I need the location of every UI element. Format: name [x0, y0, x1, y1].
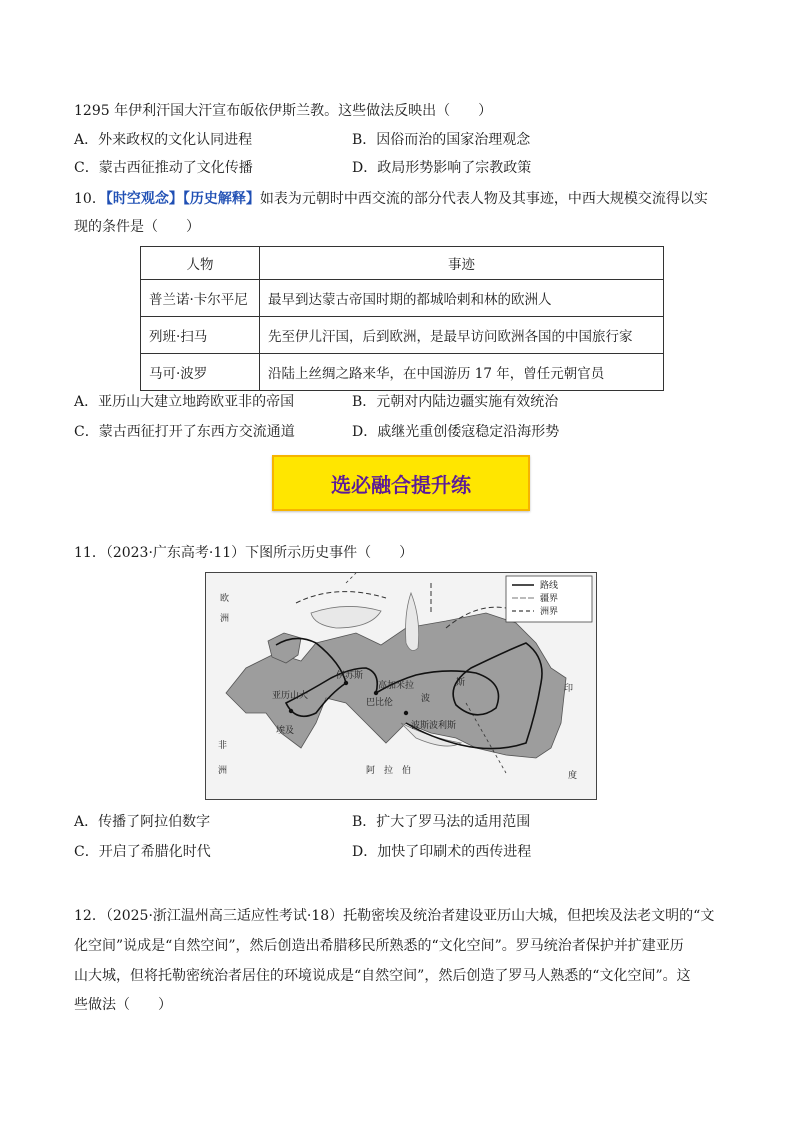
q12-stem-line2: 化空间”说成是“自然空间”，然后创造出希腊移民所熟悉的“文化空间”。罗马统治者保护并扩建亚历 — [74, 938, 684, 954]
table-header-person: 人物 — [141, 247, 260, 280]
map-label-alexandria: 亚历山大 — [272, 691, 309, 701]
q10-table — [140, 246, 664, 391]
q11-option-a[interactable]: A．传播了阿拉伯数字 — [74, 814, 211, 830]
map-label-persia-1: 波 — [421, 694, 431, 704]
table-cell-deeds: 最早到达蒙古帝国时期的都城哈剌和林的欧洲人 — [260, 280, 664, 317]
city-marker — [289, 709, 293, 713]
map-label-issus: 伊苏斯 — [336, 671, 364, 681]
q9-option-d[interactable]: D．政局形势影响了宗教政策 — [352, 160, 532, 176]
map-svg — [206, 573, 596, 799]
table-row — [141, 280, 664, 317]
table-cell-deeds: 先至伊儿汗国，后到欧洲，是最早访问欧洲各国的中国旅行家 — [260, 317, 664, 354]
legend-border-label: 疆界 — [540, 594, 559, 604]
q10-option-a[interactable]: A．亚历山大建立地跨欧亚非的帝国 — [74, 394, 295, 410]
map-label-babylon: 巴比伦 — [366, 698, 394, 708]
map-label-europe-1: 欧 — [220, 594, 230, 604]
table-row — [141, 354, 664, 391]
table-cell-person: 普兰诺·卡尔平尼 — [141, 280, 260, 317]
table-row — [141, 317, 664, 354]
map-label-persia-2: 斯 — [456, 678, 466, 688]
map-label-africa-2: 洲 — [218, 766, 228, 776]
black-sea — [311, 606, 381, 628]
q10-number: 10． — [74, 191, 106, 207]
caspian-sea — [406, 593, 419, 651]
table-cell-person: 马可·波罗 — [141, 354, 260, 391]
q9-option-a[interactable]: A．外来政权的文化认同进程 — [74, 132, 253, 148]
table-header-row — [141, 247, 664, 280]
map-label-india-2: 度 — [568, 771, 578, 781]
map-label-egypt: 埃及 — [276, 726, 295, 736]
section-banner — [272, 455, 530, 511]
q9-stem-tail: 1295 年伊利汗国大汗宣布皈依伊斯兰教。这些做法反映出（ ） — [74, 103, 493, 119]
table-cell-person: 列班·扫马 — [141, 317, 260, 354]
q9-option-c[interactable]: C．蒙古西征推动了文化传播 — [74, 160, 253, 176]
q12-stem-line1: 12．（2025·浙江温州高三适应性考试·18）托勒密埃及统治者建设亚历山大城，但把埃及法老文明的“文 — [74, 908, 715, 924]
map-label-persepolis: 波斯波利斯 — [411, 721, 457, 731]
map-label-africa-1: 非 — [218, 741, 228, 751]
q11-option-c[interactable]: C．开启了希腊化时代 — [74, 844, 211, 860]
table-header-deeds: 事迹 — [260, 247, 664, 280]
q10-stem-line1 — [74, 189, 708, 209]
table-cell-deeds: 沿陆上丝绸之路来华，在中国游历 17 年，曾任元朝官员 — [260, 354, 664, 391]
q12-stem-line4: 些做法（ ） — [74, 997, 172, 1013]
map-label-gaugamela: 高加米拉 — [378, 681, 415, 691]
q11-stem: 11．（2023·广东高考·11）下图所示历史事件（ ） — [74, 545, 414, 561]
q11-option-d[interactable]: D．加快了印刷术的西传进程 — [352, 844, 532, 860]
city-marker — [344, 681, 348, 685]
q10-option-d[interactable]: D．戚继光重创倭寇稳定沿海形势 — [352, 424, 560, 440]
map-label-india-1: 印 — [564, 684, 574, 694]
q10-option-c[interactable]: C．蒙古西征打开了东西方交流通道 — [74, 424, 295, 440]
q10-stem-line2: 现的条件是（ ） — [74, 219, 200, 235]
map-label-arabia: 阿 拉 伯 — [366, 766, 412, 776]
city-marker — [404, 711, 408, 715]
city-marker — [374, 691, 378, 695]
legend-route-label: 路线 — [540, 581, 559, 591]
q10-tag-time-space: 【时空观念】 — [105, 191, 183, 207]
q10-stem-text: 如表为元朝时中西交流的部分代表人物及其事迹，中西大规模交流得以实 — [259, 191, 708, 207]
section-banner-title: 选必融合提升练 — [331, 473, 471, 497]
legend-continent-label: 洲界 — [540, 607, 559, 617]
q11-option-b[interactable]: B．扩大了罗马法的适用范围 — [352, 814, 531, 830]
q10-option-b[interactable]: B．元朝对内陆边疆实施有效统治 — [352, 394, 559, 410]
q11-map — [205, 572, 597, 800]
map-label-europe-2: 洲 — [220, 614, 230, 624]
q12-stem-line3: 山大城，但将托勒密统治者居住的环境说成是“自然空间”，然后创造了罗马人熟悉的“文化空间”。这 — [74, 968, 691, 984]
q9-option-b[interactable]: B．因俗而治的国家治理观念 — [352, 132, 531, 148]
q10-tag-history: 【历史解释】 — [182, 191, 260, 207]
